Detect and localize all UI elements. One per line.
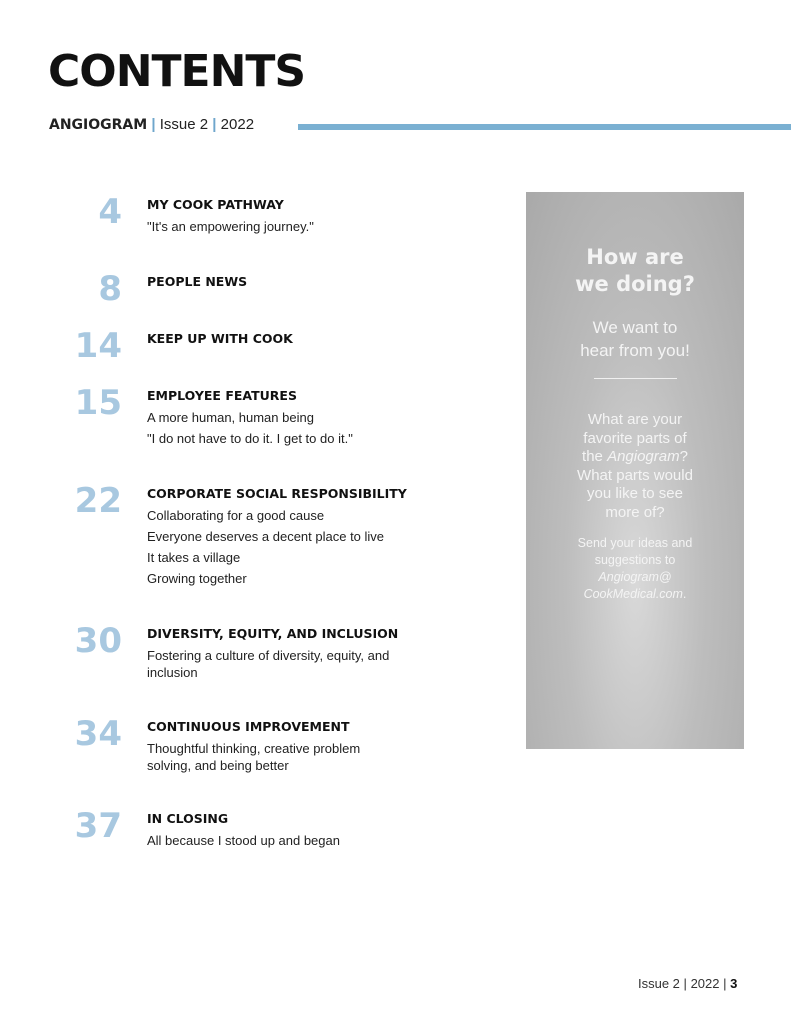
- email-link[interactable]: [536, 569, 734, 603]
- toc-subtitle[interactable]: All because I stood up and began: [147, 833, 340, 848]
- toc-title[interactable]: CORPORATE SOCIAL RESPONSIBILITY: [147, 486, 407, 501]
- page-title: CONTENTS: [48, 46, 306, 97]
- feedback-heading-line: we doing?: [575, 272, 695, 296]
- toc-title[interactable]: MY COOK PATHWAY: [147, 197, 284, 212]
- feedback-panel: [526, 192, 744, 749]
- question-line: What are your: [587, 411, 683, 428]
- publication-name: ANGIOGRAM: [49, 117, 148, 133]
- feedback-subheading-line: hear from you!: [580, 341, 690, 360]
- footer-year: 2022: [690, 976, 720, 991]
- toc-subtitle[interactable]: "It's an empowering journey.": [147, 219, 314, 234]
- toc-page-number: 22: [74, 481, 122, 521]
- email-period: .: [682, 587, 687, 601]
- question-line: favorite parts of: [583, 429, 687, 447]
- email-text[interactable]: CookMedical.com: [583, 587, 683, 601]
- contact-line: suggestions to: [594, 553, 676, 567]
- toc-page-number: 37: [74, 806, 122, 846]
- header-rule: [298, 124, 791, 130]
- toc-subtitle[interactable]: Everyone deserves a decent place to live: [147, 529, 385, 544]
- page-footer: [638, 976, 737, 991]
- toc-title[interactable]: EMPLOYEE FEATURES: [147, 388, 297, 403]
- separator: |: [723, 976, 727, 991]
- feedback-contact: [536, 535, 734, 603]
- year-label: 2022: [220, 116, 255, 133]
- toc-page-number: 34: [74, 714, 122, 754]
- footer-issue: Issue 2: [638, 976, 680, 991]
- toc-page-number: 4: [98, 192, 122, 232]
- question-line: [536, 448, 734, 467]
- question-line: more of?: [605, 503, 665, 521]
- feedback-questions: [536, 411, 734, 522]
- toc-subtitle[interactable]: Collaborating for a good cause: [147, 508, 325, 523]
- toc-page-number: 15: [74, 383, 122, 423]
- toc-title[interactable]: DIVERSITY, EQUITY, AND INCLUSION: [147, 626, 399, 641]
- toc-page-number: 14: [74, 326, 122, 366]
- toc-title[interactable]: PEOPLE NEWS: [147, 274, 248, 289]
- toc-subtitle[interactable]: Thoughtful thinking, creative problem solving, and being better: [147, 741, 361, 773]
- feedback-heading: [526, 244, 744, 298]
- toc-subtitle[interactable]: "I do not have to do it. I get to do it.": [147, 431, 353, 446]
- toc-title[interactable]: IN CLOSING: [147, 811, 229, 826]
- toc-subtitle[interactable]: It takes a village: [147, 550, 241, 565]
- issue-label: Issue 2: [159, 116, 209, 133]
- feedback-subheading-line: We want to: [592, 318, 678, 337]
- separator: |: [683, 976, 687, 991]
- question-line: What parts would: [577, 466, 693, 484]
- email-text[interactable]: Angiogram@: [598, 570, 672, 584]
- publication-line: [49, 116, 254, 133]
- toc-page-number: 30: [74, 621, 122, 661]
- feedback-subheading: [526, 316, 744, 362]
- question-text: ?: [679, 448, 688, 465]
- page-number: 3: [730, 976, 738, 991]
- toc-subtitle[interactable]: Fostering a culture of diversity, equity, and inclusion: [147, 648, 390, 680]
- toc-page-number: 8: [98, 269, 122, 309]
- question-line: you like to see: [587, 485, 683, 502]
- separator: |: [151, 116, 156, 133]
- feedback-heading-line: How are: [586, 245, 684, 269]
- toc-subtitle[interactable]: Growing together: [147, 571, 247, 586]
- question-text: the: [582, 448, 608, 465]
- panel-divider: [594, 378, 677, 379]
- contact-line: Send your ideas and: [577, 536, 693, 550]
- separator: |: [212, 116, 217, 133]
- toc-title[interactable]: KEEP UP WITH COOK: [147, 331, 293, 346]
- toc-subtitle[interactable]: A more human, human being: [147, 410, 314, 425]
- publication-name-italic: Angiogram: [607, 448, 680, 465]
- toc-title[interactable]: CONTINUOUS IMPROVEMENT: [147, 719, 350, 734]
